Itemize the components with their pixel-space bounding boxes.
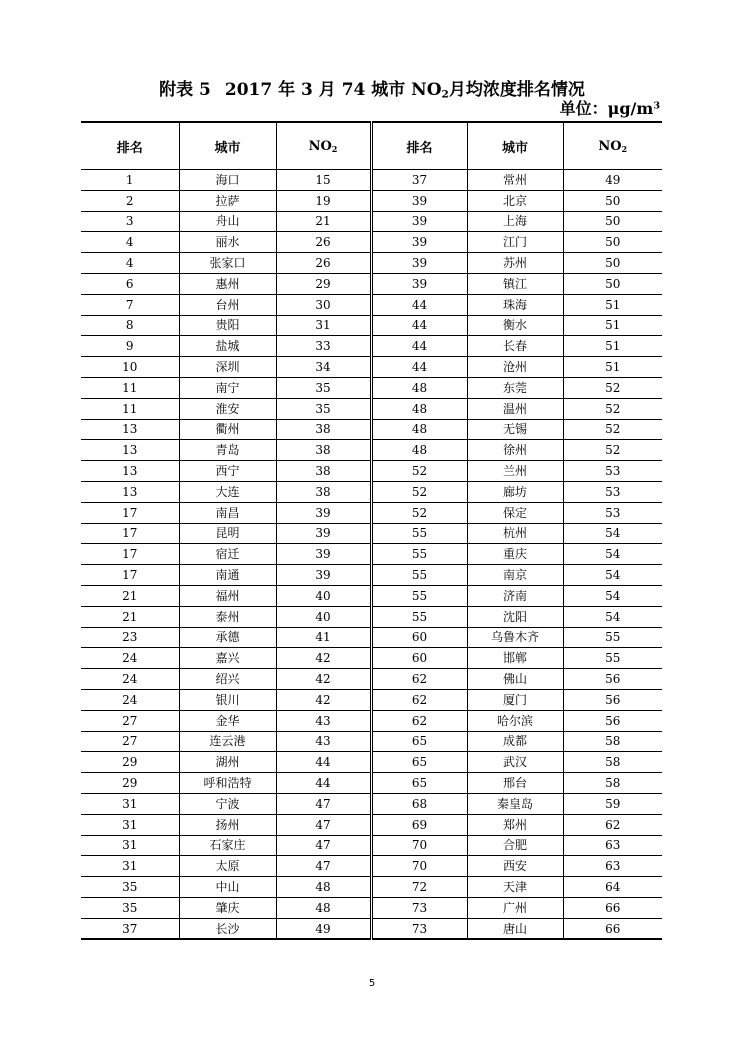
header-no2-subscript: 2: [621, 143, 628, 154]
cell-rank-right: 48: [371, 419, 467, 440]
cell-rank-right: 55: [371, 565, 467, 586]
table-row: [81, 253, 662, 274]
table-row: [81, 461, 662, 482]
cell-rank-left: 31: [81, 793, 179, 814]
table-row: [81, 773, 662, 794]
cell-rank-right: 44: [371, 336, 467, 357]
table-row: [81, 273, 662, 294]
cell-rank-right: 44: [371, 315, 467, 336]
table-row: [81, 565, 662, 586]
cell-rank-left: 31: [81, 835, 179, 856]
cell-no2-right: 50: [563, 232, 662, 253]
cell-no2-left: 41: [276, 627, 371, 648]
cell-no2-right: 56: [563, 689, 662, 710]
cell-no2-right: 51: [563, 336, 662, 357]
cell-rank-left: 29: [81, 752, 179, 773]
cell-city-left: 衢州: [179, 419, 276, 440]
cell-rank-left: 8: [81, 315, 179, 336]
cell-no2-left: 15: [276, 170, 371, 191]
cell-city-right: 武汉: [467, 752, 563, 773]
cell-rank-left: 35: [81, 897, 179, 918]
cell-no2-right: 58: [563, 773, 662, 794]
cell-city-left: 昆明: [179, 523, 276, 544]
title-prefix: 附表 5: [159, 80, 211, 100]
no2-ranking-table: [81, 121, 662, 940]
cell-no2-right: 54: [563, 565, 662, 586]
cell-no2-right: 62: [563, 814, 662, 835]
cell-city-left: 肇庆: [179, 897, 276, 918]
cell-city-right: 郑州: [467, 814, 563, 835]
cell-city-left: 泰州: [179, 606, 276, 627]
table-header-row: [81, 122, 662, 170]
table-row: [81, 877, 662, 898]
cell-no2-right: 54: [563, 606, 662, 627]
cell-city-right: 邯郸: [467, 648, 563, 669]
cell-city-left: 惠州: [179, 273, 276, 294]
cell-rank-right: 44: [371, 357, 467, 378]
cell-rank-left: 27: [81, 731, 179, 752]
table-row: [81, 897, 662, 918]
cell-city-left: 盐城: [179, 336, 276, 357]
cell-no2-left: 39: [276, 502, 371, 523]
cell-rank-right: 73: [371, 918, 467, 939]
cell-no2-left: 48: [276, 897, 371, 918]
table-row: [81, 398, 662, 419]
cell-no2-right: 52: [563, 398, 662, 419]
cell-no2-right: 50: [563, 190, 662, 211]
cell-rank-right: 65: [371, 752, 467, 773]
cell-city-right: 无锡: [467, 419, 563, 440]
cell-rank-right: 62: [371, 689, 467, 710]
cell-rank-right: 60: [371, 627, 467, 648]
table-row: [81, 502, 662, 523]
cell-city-left: 石家庄: [179, 835, 276, 856]
cell-rank-left: 4: [81, 253, 179, 274]
cell-rank-right: 65: [371, 731, 467, 752]
cell-rank-right: 48: [371, 398, 467, 419]
header-city-right: 城市: [467, 122, 563, 170]
table-row: [81, 336, 662, 357]
header-no2-right: [563, 122, 662, 170]
table-row: [81, 793, 662, 814]
cell-city-left: 大连: [179, 481, 276, 502]
cell-rank-right: 52: [371, 481, 467, 502]
cell-no2-left: 19: [276, 190, 371, 211]
cell-rank-right: 73: [371, 897, 467, 918]
table-row: [81, 918, 662, 939]
cell-city-left: 南昌: [179, 502, 276, 523]
cell-city-right: 重庆: [467, 544, 563, 565]
cell-rank-right: 44: [371, 294, 467, 315]
cell-no2-left: 34: [276, 357, 371, 378]
cell-no2-right: 63: [563, 835, 662, 856]
cell-city-right: 兰州: [467, 461, 563, 482]
cell-no2-right: 52: [563, 440, 662, 461]
cell-city-left: 扬州: [179, 814, 276, 835]
cell-no2-right: 53: [563, 481, 662, 502]
cell-rank-left: 21: [81, 606, 179, 627]
cell-city-right: 苏州: [467, 253, 563, 274]
cell-city-left: 绍兴: [179, 669, 276, 690]
cell-no2-left: 26: [276, 253, 371, 274]
cell-city-left: 海口: [179, 170, 276, 191]
cell-rank-left: 21: [81, 585, 179, 606]
cell-rank-left: 11: [81, 398, 179, 419]
table-row: [81, 814, 662, 835]
cell-rank-right: 52: [371, 502, 467, 523]
table-row: [81, 752, 662, 773]
cell-no2-right: 51: [563, 294, 662, 315]
cell-rank-right: 39: [371, 232, 467, 253]
cell-no2-left: 49: [276, 918, 371, 939]
cell-rank-right: 69: [371, 814, 467, 835]
cell-city-left: 中山: [179, 877, 276, 898]
cell-no2-right: 53: [563, 502, 662, 523]
cell-city-right: 沈阳: [467, 606, 563, 627]
cell-no2-right: 53: [563, 461, 662, 482]
cell-no2-right: 54: [563, 585, 662, 606]
cell-city-right: 沧州: [467, 357, 563, 378]
cell-rank-right: 39: [371, 253, 467, 274]
cell-city-left: 青岛: [179, 440, 276, 461]
cell-rank-right: 55: [371, 585, 467, 606]
page-number: 5: [368, 978, 376, 989]
cell-no2-right: 66: [563, 918, 662, 939]
table-row: [81, 523, 662, 544]
cell-no2-right: 51: [563, 315, 662, 336]
cell-city-left: 福州: [179, 585, 276, 606]
cell-rank-right: 39: [371, 190, 467, 211]
cell-no2-left: 26: [276, 232, 371, 253]
cell-no2-left: 42: [276, 648, 371, 669]
table-row: [81, 481, 662, 502]
cell-no2-right: 52: [563, 419, 662, 440]
cell-rank-right: 52: [371, 461, 467, 482]
table-row: [81, 170, 662, 191]
table-row: [81, 648, 662, 669]
cell-city-right: 东莞: [467, 377, 563, 398]
unit-superscript: 3: [653, 100, 660, 112]
cell-no2-left: 47: [276, 793, 371, 814]
cell-no2-left: 43: [276, 710, 371, 731]
cell-city-left: 台州: [179, 294, 276, 315]
cell-city-right: 北京: [467, 190, 563, 211]
cell-city-right: 乌鲁木齐: [467, 627, 563, 648]
cell-rank-left: 6: [81, 273, 179, 294]
cell-rank-left: 17: [81, 565, 179, 586]
table-row: [81, 835, 662, 856]
cell-no2-left: 38: [276, 461, 371, 482]
cell-no2-left: 47: [276, 856, 371, 877]
title-suffix: 月均浓度排名情况: [448, 80, 585, 100]
cell-no2-right: 58: [563, 752, 662, 773]
cell-no2-left: 39: [276, 544, 371, 565]
cell-rank-left: 24: [81, 648, 179, 669]
header-no2-text: NO: [308, 138, 332, 154]
cell-no2-left: 40: [276, 585, 371, 606]
cell-rank-left: 13: [81, 461, 179, 482]
cell-rank-right: 39: [371, 211, 467, 232]
table-row: [81, 731, 662, 752]
cell-rank-right: 62: [371, 710, 467, 731]
table-row: [81, 190, 662, 211]
cell-city-right: 哈尔滨: [467, 710, 563, 731]
table-row: [81, 689, 662, 710]
cell-rank-right: 37: [371, 170, 467, 191]
cell-city-right: 邢台: [467, 773, 563, 794]
cell-no2-right: 56: [563, 710, 662, 731]
cell-rank-right: 70: [371, 856, 467, 877]
cell-city-right: 保定: [467, 502, 563, 523]
cell-rank-left: 23: [81, 627, 179, 648]
cell-no2-left: 31: [276, 315, 371, 336]
cell-city-right: 天津: [467, 877, 563, 898]
cell-rank-left: 9: [81, 336, 179, 357]
header-city-left: 城市: [179, 122, 276, 170]
cell-rank-left: 10: [81, 357, 179, 378]
header-no2-left: [276, 122, 371, 170]
cell-no2-left: 38: [276, 419, 371, 440]
cell-city-left: 宁波: [179, 793, 276, 814]
cell-city-right: 合肥: [467, 835, 563, 856]
cell-rank-left: 17: [81, 502, 179, 523]
cell-city-right: 杭州: [467, 523, 563, 544]
cell-no2-right: 56: [563, 669, 662, 690]
cell-no2-left: 35: [276, 377, 371, 398]
cell-city-left: 承德: [179, 627, 276, 648]
cell-no2-right: 55: [563, 648, 662, 669]
cell-no2-right: 50: [563, 211, 662, 232]
cell-city-left: 湖州: [179, 752, 276, 773]
cell-city-left: 太原: [179, 856, 276, 877]
cell-city-right: 温州: [467, 398, 563, 419]
cell-city-left: 西宁: [179, 461, 276, 482]
cell-no2-right: 50: [563, 253, 662, 274]
cell-rank-right: 68: [371, 793, 467, 814]
cell-rank-right: 72: [371, 877, 467, 898]
cell-city-right: 济南: [467, 585, 563, 606]
cell-city-left: 宿迁: [179, 544, 276, 565]
cell-no2-left: 30: [276, 294, 371, 315]
cell-rank-left: 4: [81, 232, 179, 253]
cell-city-right: 秦皇岛: [467, 793, 563, 814]
header-no2-text: NO: [598, 138, 622, 154]
cell-no2-right: 66: [563, 897, 662, 918]
table-row: [81, 669, 662, 690]
table-row: [81, 211, 662, 232]
cell-no2-left: 39: [276, 565, 371, 586]
unit-text: 单位：μg/m: [559, 99, 654, 118]
title-main: 2017 年 3 月 74 城市 NO: [224, 80, 442, 100]
cell-rank-right: 48: [371, 377, 467, 398]
cell-no2-left: 42: [276, 669, 371, 690]
cell-no2-left: 35: [276, 398, 371, 419]
cell-rank-right: 60: [371, 648, 467, 669]
cell-no2-right: 64: [563, 877, 662, 898]
table-row: [81, 606, 662, 627]
cell-no2-left: 47: [276, 835, 371, 856]
cell-city-right: 江门: [467, 232, 563, 253]
cell-rank-left: 29: [81, 773, 179, 794]
cell-no2-left: 40: [276, 606, 371, 627]
cell-city-left: 张家口: [179, 253, 276, 274]
cell-city-right: 厦门: [467, 689, 563, 710]
cell-no2-left: 47: [276, 814, 371, 835]
cell-rank-left: 7: [81, 294, 179, 315]
cell-rank-left: 13: [81, 419, 179, 440]
table-row: [81, 856, 662, 877]
cell-rank-left: 24: [81, 689, 179, 710]
table-row: [81, 440, 662, 461]
cell-rank-right: 70: [371, 835, 467, 856]
cell-city-left: 嘉兴: [179, 648, 276, 669]
cell-city-right: 徐州: [467, 440, 563, 461]
cell-rank-left: 31: [81, 856, 179, 877]
title-subscript: 2: [441, 88, 449, 101]
table-row: [81, 419, 662, 440]
cell-city-right: 廊坊: [467, 481, 563, 502]
cell-no2-right: 58: [563, 731, 662, 752]
cell-no2-left: 42: [276, 689, 371, 710]
cell-city-right: 镇江: [467, 273, 563, 294]
cell-rank-right: 65: [371, 773, 467, 794]
cell-city-right: 唐山: [467, 918, 563, 939]
cell-no2-right: 50: [563, 273, 662, 294]
cell-city-right: 上海: [467, 211, 563, 232]
cell-no2-left: 44: [276, 773, 371, 794]
header-no2-subscript: 2: [331, 143, 338, 154]
table-row: [81, 544, 662, 565]
cell-no2-left: 21: [276, 211, 371, 232]
cell-rank-left: 2: [81, 190, 179, 211]
table-row: [81, 315, 662, 336]
table-body: [81, 170, 662, 940]
table-row: [81, 357, 662, 378]
cell-rank-left: 17: [81, 523, 179, 544]
cell-rank-right: 55: [371, 606, 467, 627]
cell-city-right: 佛山: [467, 669, 563, 690]
cell-no2-left: 33: [276, 336, 371, 357]
cell-city-left: 金华: [179, 710, 276, 731]
cell-rank-left: 11: [81, 377, 179, 398]
cell-rank-left: 1: [81, 170, 179, 191]
cell-city-right: 成都: [467, 731, 563, 752]
cell-rank-left: 24: [81, 669, 179, 690]
table-row: [81, 585, 662, 606]
cell-rank-left: 37: [122, 921, 138, 936]
cell-city-left: 拉萨: [179, 190, 276, 211]
cell-no2-left: 48: [276, 877, 371, 898]
cell-rank-right: 55: [371, 544, 467, 565]
cell-city-right: 广州: [467, 897, 563, 918]
header-rank-left: 排名: [81, 122, 179, 170]
table-row: [81, 232, 662, 253]
cell-rank-left: 31: [81, 814, 179, 835]
cell-no2-right: 55: [563, 627, 662, 648]
cell-city-left: 连云港: [179, 731, 276, 752]
cell-rank-left: 13: [81, 481, 179, 502]
table-row: [81, 377, 662, 398]
cell-no2-right: 59: [563, 793, 662, 814]
cell-no2-left: 39: [276, 523, 371, 544]
cell-rank-right: 39: [371, 273, 467, 294]
cell-no2-left: 38: [276, 481, 371, 502]
cell-rank-right: 55: [371, 523, 467, 544]
cell-city-right: 长春: [467, 336, 563, 357]
cell-rank-right: 62: [371, 669, 467, 690]
cell-city-right: 常州: [467, 170, 563, 191]
cell-city-left: 呼和浩特: [179, 773, 276, 794]
cell-city-right: 珠海: [467, 294, 563, 315]
cell-city-left: 贵阳: [179, 315, 276, 336]
unit-label: [560, 96, 660, 119]
cell-no2-right: 49: [563, 170, 662, 191]
cell-rank-left: 3: [81, 211, 179, 232]
cell-city-left: 长沙: [179, 918, 276, 939]
cell-city-right: 衡水: [467, 315, 563, 336]
cell-city-left: 银川: [179, 689, 276, 710]
cell-city-left: 深圳: [179, 357, 276, 378]
cell-rank-left: 17: [81, 544, 179, 565]
cell-no2-right: 51: [563, 357, 662, 378]
cell-city-left: 南通: [179, 565, 276, 586]
cell-city-right: 西安: [467, 856, 563, 877]
table-row: [81, 294, 662, 315]
header-rank-right: 排名: [371, 122, 467, 170]
cell-city-left: 淮安: [179, 398, 276, 419]
cell-rank-left: 35: [81, 877, 179, 898]
cell-no2-left: 29: [276, 273, 371, 294]
cell-city-left: 舟山: [179, 211, 276, 232]
cell-no2-right: 52: [563, 377, 662, 398]
table-row: [81, 627, 662, 648]
cell-no2-left: 43: [276, 731, 371, 752]
table-row: [81, 710, 662, 731]
cell-no2-right: 54: [563, 544, 662, 565]
cell-no2-right: 63: [563, 856, 662, 877]
cell-rank-left: 13: [81, 440, 179, 461]
cell-no2-left: 44: [276, 752, 371, 773]
cell-no2-left: 38: [276, 440, 371, 461]
cell-city-left: 南宁: [179, 377, 276, 398]
cell-city-right: 南京: [467, 565, 563, 586]
cell-no2-right: 54: [563, 523, 662, 544]
cell-city-left: 丽水: [179, 232, 276, 253]
cell-rank-left: 27: [81, 710, 179, 731]
cell-rank-right: 48: [371, 440, 467, 461]
